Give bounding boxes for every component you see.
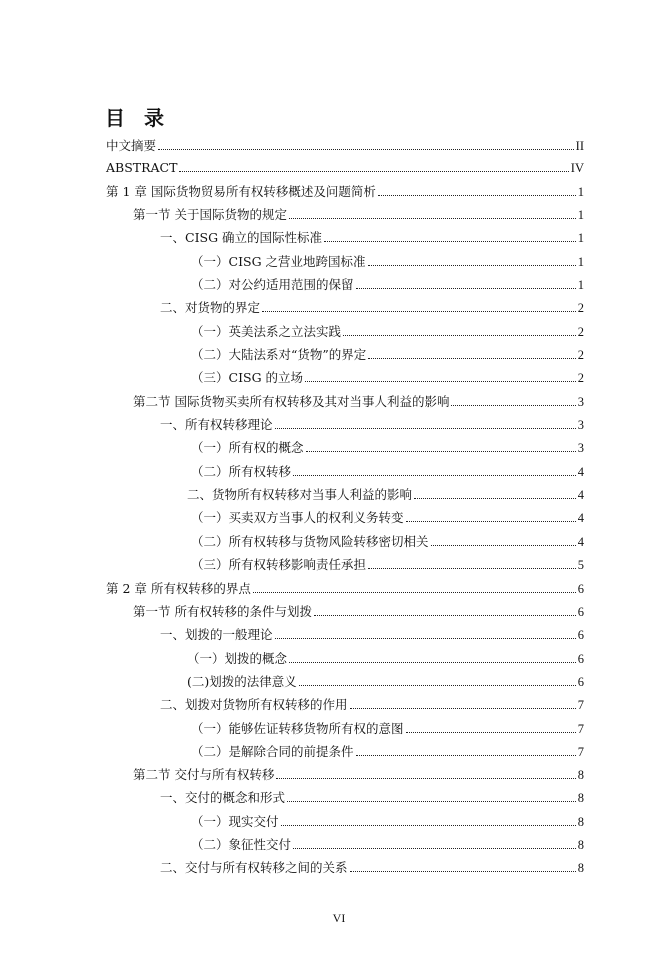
- toc-entry-page: 1: [577, 231, 584, 245]
- toc-entry-page: 2: [577, 325, 584, 339]
- toc-entry-label: 第 2 章 所有权转移的界点: [106, 581, 251, 596]
- toc-entry-label: （一）CISG 之营业地跨国标准: [191, 254, 366, 269]
- toc-entry-page: 1: [577, 278, 584, 292]
- dot-leader: [179, 171, 568, 172]
- toc-entry[interactable]: [106, 132, 584, 154]
- toc-entry-page: 2: [577, 348, 584, 362]
- toc-entry[interactable]: [160, 854, 584, 876]
- dot-leader: [350, 871, 576, 872]
- dot-leader: [368, 358, 575, 359]
- toc-entry-label: 一、所有权转移理论: [160, 417, 273, 432]
- dot-leader: [451, 405, 575, 406]
- toc-entry-page: 5: [577, 558, 584, 572]
- toc-entry[interactable]: [187, 481, 584, 503]
- toc-entry-page: 8: [577, 768, 584, 782]
- toc-entry-label: （二）大陆法系对“货物”的界定: [191, 347, 367, 362]
- toc-entry-page: IV: [570, 161, 584, 175]
- toc-entry-label: （一）现实交付: [191, 814, 279, 829]
- toc-entry-page: 4: [577, 511, 584, 525]
- toc-entry-page: II: [575, 139, 584, 153]
- toc-entry-label: 第二节 交付与所有权转移: [133, 767, 275, 782]
- toc-entry-label: （二）象征性交付: [191, 837, 292, 852]
- toc-entry-page: 6: [577, 628, 584, 642]
- toc-entry[interactable]: [160, 294, 584, 316]
- toc-entry[interactable]: [106, 154, 584, 176]
- dot-leader: [406, 732, 576, 733]
- toc-entry[interactable]: [191, 458, 584, 480]
- toc-entry[interactable]: [191, 551, 584, 573]
- dot-leader: [314, 615, 576, 616]
- dot-leader: [324, 241, 576, 242]
- dot-leader: [299, 685, 576, 686]
- dot-leader: [276, 778, 575, 779]
- dot-leader: [305, 381, 576, 382]
- toc-entry[interactable]: [191, 434, 584, 456]
- toc-entry-label: 二、货物所有权转移对当事人利益的影响: [187, 487, 413, 502]
- dot-leader: [293, 848, 576, 849]
- toc-entry-page: 7: [577, 722, 584, 736]
- toc-entry-page: 3: [577, 418, 584, 432]
- toc-entry-page: 4: [577, 488, 584, 502]
- toc-entry-label: 第一节 关于国际货物的规定: [133, 207, 287, 222]
- toc-entry[interactable]: [160, 691, 584, 713]
- toc-entry-page: 2: [577, 301, 584, 315]
- toc-entry-label: 二、交付与所有权转移之间的关系: [160, 860, 348, 875]
- toc-entry[interactable]: [191, 715, 584, 737]
- dot-leader: [368, 265, 576, 266]
- toc-entry-label: 二、划拨对货物所有权转移的作用: [160, 697, 348, 712]
- toc-entry[interactable]: [191, 504, 584, 526]
- toc-entry-label: （三）CISG 的立场: [191, 370, 304, 385]
- dot-leader: [431, 545, 576, 546]
- dot-leader: [281, 825, 576, 826]
- dot-leader: [253, 592, 576, 593]
- toc-entry[interactable]: [191, 271, 584, 293]
- toc-entry[interactable]: [133, 761, 584, 783]
- toc-entry-label: 一、CISG 确立的国际性标准: [160, 230, 323, 245]
- toc-entry-label: ABSTRACT: [106, 160, 178, 175]
- dot-leader: [368, 568, 576, 569]
- dot-leader: [378, 195, 576, 196]
- toc-entry[interactable]: [191, 318, 584, 340]
- dot-leader: [275, 638, 576, 639]
- toc-entry-label: 一、划拨的一般理论: [160, 627, 273, 642]
- toc-entry-label: 第一节 所有权转移的条件与划拨: [133, 604, 312, 619]
- dot-leader: [343, 335, 576, 336]
- toc-entry[interactable]: [160, 411, 584, 433]
- toc-entry-page: 2: [577, 371, 584, 385]
- dot-leader: [306, 451, 576, 452]
- toc-entry[interactable]: [187, 645, 584, 667]
- toc-entry-page: 1: [577, 208, 584, 222]
- dot-leader: [275, 428, 576, 429]
- toc-entry[interactable]: [191, 831, 584, 853]
- dot-leader: [289, 662, 576, 663]
- dot-leader: [356, 755, 576, 756]
- dot-leader: [262, 311, 576, 312]
- toc-entry[interactable]: [160, 784, 584, 806]
- toc-entry-label: 第 1 章 国际货物贸易所有权转移概述及问题简析: [106, 184, 376, 199]
- toc-title: 目 录: [105, 106, 170, 130]
- toc-entry[interactable]: [191, 341, 584, 363]
- toc-entry[interactable]: [160, 621, 584, 643]
- dot-leader: [293, 475, 576, 476]
- toc-entry-label: （一）所有权的概念: [191, 440, 304, 455]
- toc-entry[interactable]: [160, 224, 584, 246]
- toc-entry-label: （三）所有权转移影响责任承担: [191, 557, 367, 572]
- toc-entry-page: 8: [577, 815, 584, 829]
- toc-entry-label: 一、交付的概念和形式: [160, 790, 286, 805]
- toc-entry-label: （二）所有权转移: [191, 464, 292, 479]
- toc-entry-page: 7: [577, 698, 584, 712]
- toc-entry[interactable]: [187, 668, 584, 690]
- toc-entry[interactable]: [133, 201, 584, 223]
- toc-entry-page: 3: [577, 441, 584, 455]
- dot-leader: [287, 801, 576, 802]
- toc-entry-page: 4: [577, 535, 584, 549]
- dot-leader: [406, 521, 576, 522]
- toc-entry[interactable]: [191, 364, 584, 386]
- toc-entry-page: 1: [577, 255, 584, 269]
- dot-leader: [158, 149, 574, 150]
- toc-entry[interactable]: [133, 388, 584, 410]
- toc-entry-page: 8: [577, 791, 584, 805]
- dot-leader: [350, 708, 576, 709]
- toc-entry-page: 6: [577, 675, 584, 689]
- toc-entry-page: 4: [577, 465, 584, 479]
- toc-entry-label: 中文摘要: [106, 138, 157, 153]
- toc-entry-page: 6: [577, 582, 584, 596]
- toc-entry-label: （一）买卖双方当事人的权利义务转变: [191, 510, 404, 525]
- dot-leader: [414, 498, 576, 499]
- toc-entry[interactable]: [191, 738, 584, 760]
- dot-leader: [356, 288, 576, 289]
- toc-entry-label: 二、对货物的界定: [160, 300, 261, 315]
- toc-entry-label: （一）能够佐证转移货物所有权的意图: [191, 721, 404, 736]
- toc-entry[interactable]: [191, 248, 584, 270]
- toc-entry-label: （二）是解除合同的前提条件: [191, 744, 354, 759]
- toc-entry[interactable]: [106, 575, 584, 597]
- toc-entry-label: （一）英美法系之立法实践: [191, 324, 342, 339]
- toc-entry-label: （二）所有权转移与货物风险转移密切相关: [191, 534, 429, 549]
- toc-entry[interactable]: [191, 528, 584, 550]
- toc-entry-label: （一）划拨的概念: [187, 651, 288, 666]
- toc-entry-page: 6: [577, 605, 584, 619]
- toc-entry-page: 3: [577, 395, 584, 409]
- toc-entry[interactable]: [106, 178, 584, 200]
- dot-leader: [289, 218, 576, 219]
- toc-entry-label: （二）对公约适用范围的保留: [191, 277, 354, 292]
- toc-entry-page: 6: [577, 652, 584, 666]
- toc-entry-label: 第二节 国际货物买卖所有权转移及其对当事人利益的影响: [133, 394, 450, 409]
- toc-entry-label: (二)划拨的法律意义: [187, 674, 297, 689]
- toc-entry[interactable]: [133, 598, 584, 620]
- toc-entry-page: 8: [577, 861, 584, 875]
- toc-entry-page: 1: [577, 185, 584, 199]
- toc-entry-page: 7: [577, 745, 584, 759]
- toc-entry-page: 8: [577, 838, 584, 852]
- toc-entry[interactable]: [191, 808, 584, 830]
- page-number: VI: [332, 911, 346, 925]
